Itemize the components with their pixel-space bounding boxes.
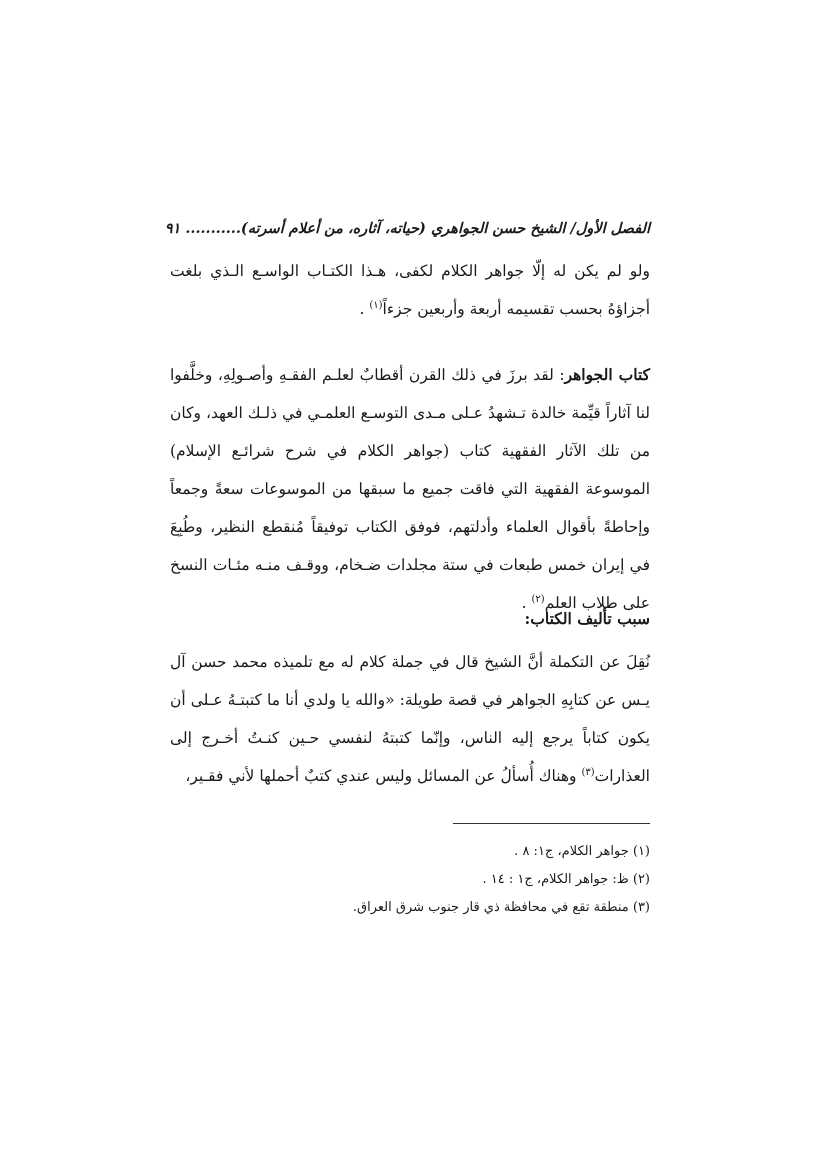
footnote-3: (٣) منطقة تقع في محافظة ذي قار جنوب شرق العراق.: [352, 900, 650, 915]
footnote-ref-2[interactable]: (٢): [531, 593, 545, 605]
paragraph-2-text: : لقد برزَ في ذلك القرن أقطابٌ لعلـم الفقـهِ وأصـولِهِ، وخلَّفوا لنا آثاراً قيِّمة خالدة تـشهدُ عـلى مـدى التوسـع العلمـي في ذلـك العهد، وكان من تلك الآثار الفقهية كتاب (جواهر الكلام في شرح شرائـع الإسلام) الموسوعة الفقهية التي فاقت جميع ما سبقها من الموسوعات سعةً وجمعاً وإحاطةً بأقوال العلماء وأدلتهم، فوفق الكتاب توفيقاً مُنقطع النظير، وطُبِعَ في إيران خمس طبعات في ستة مجلدات ضـخام، ووقـف منـه مئـات النسخ على طلاب العلم: [170, 366, 650, 612]
header-title: الفصل الأول/ الشيخ حسن الجواهري (حياته، آثاره، من أعلام أسرته): [240, 219, 650, 237]
paragraph-3-text: نُقِلَ عن التكملة أنَّ الشيخ قال في جملة كلام له مع تلميذه محمد حسن آل يـس عن كتابِهِ الجواهر في قصة طويلة: «والله يا ولدي أنا ما كتبتـهُ عـلى أن يكون كتاباً يرجع إليه الناس، وإنّما كتبتهُ لنفسي حـين كنـتُ أخـرج إلى العذارات: [170, 653, 650, 785]
footnote-ref-3[interactable]: (٣): [581, 766, 595, 778]
paragraph-1-text: ولو لم يكن له إلّا جواهر الكلام لكفى، هـذا الكتـاب الواسـع الـذي بلغت أجزاؤهُ بحسب تقسيمه أربعة وأربعين جزءاً: [170, 262, 650, 318]
paragraph-2-tail: .: [521, 594, 532, 612]
paragraph-1-tail: .: [359, 300, 370, 318]
paragraph-3-tail: وهناك أُسألُ عن المسائل وليس عندي كتبٌ أحملها لأني فقـير،: [185, 767, 582, 785]
footnotes: [300, 838, 650, 922]
section-heading-block: [170, 600, 650, 638]
paragraph-3-block: [170, 643, 650, 795]
section-heading: سبب تأليف الكتاب:: [524, 609, 650, 628]
footnote-ref-1[interactable]: (١): [369, 299, 383, 311]
paragraph-2: [170, 356, 650, 622]
paragraph-1-block: [170, 252, 650, 328]
footnote-divider: [453, 823, 650, 824]
page-number: ٩١: [164, 219, 181, 237]
paragraph-2-block: [170, 356, 650, 622]
footnote-1: (١) جواهر الكلام، ج١: ٨ .: [514, 844, 650, 859]
header-dots: ...........: [185, 219, 241, 237]
header-page-ref: [165, 220, 241, 237]
paragraph-3: [170, 643, 650, 795]
running-header: [164, 214, 650, 242]
paragraph-2-lead: كتاب الجواهر: [564, 365, 651, 384]
paragraph-1: [170, 252, 650, 328]
footnote-2: (٢) ظ: جواهر الكلام، ج١ : ١٤ .: [482, 872, 650, 887]
